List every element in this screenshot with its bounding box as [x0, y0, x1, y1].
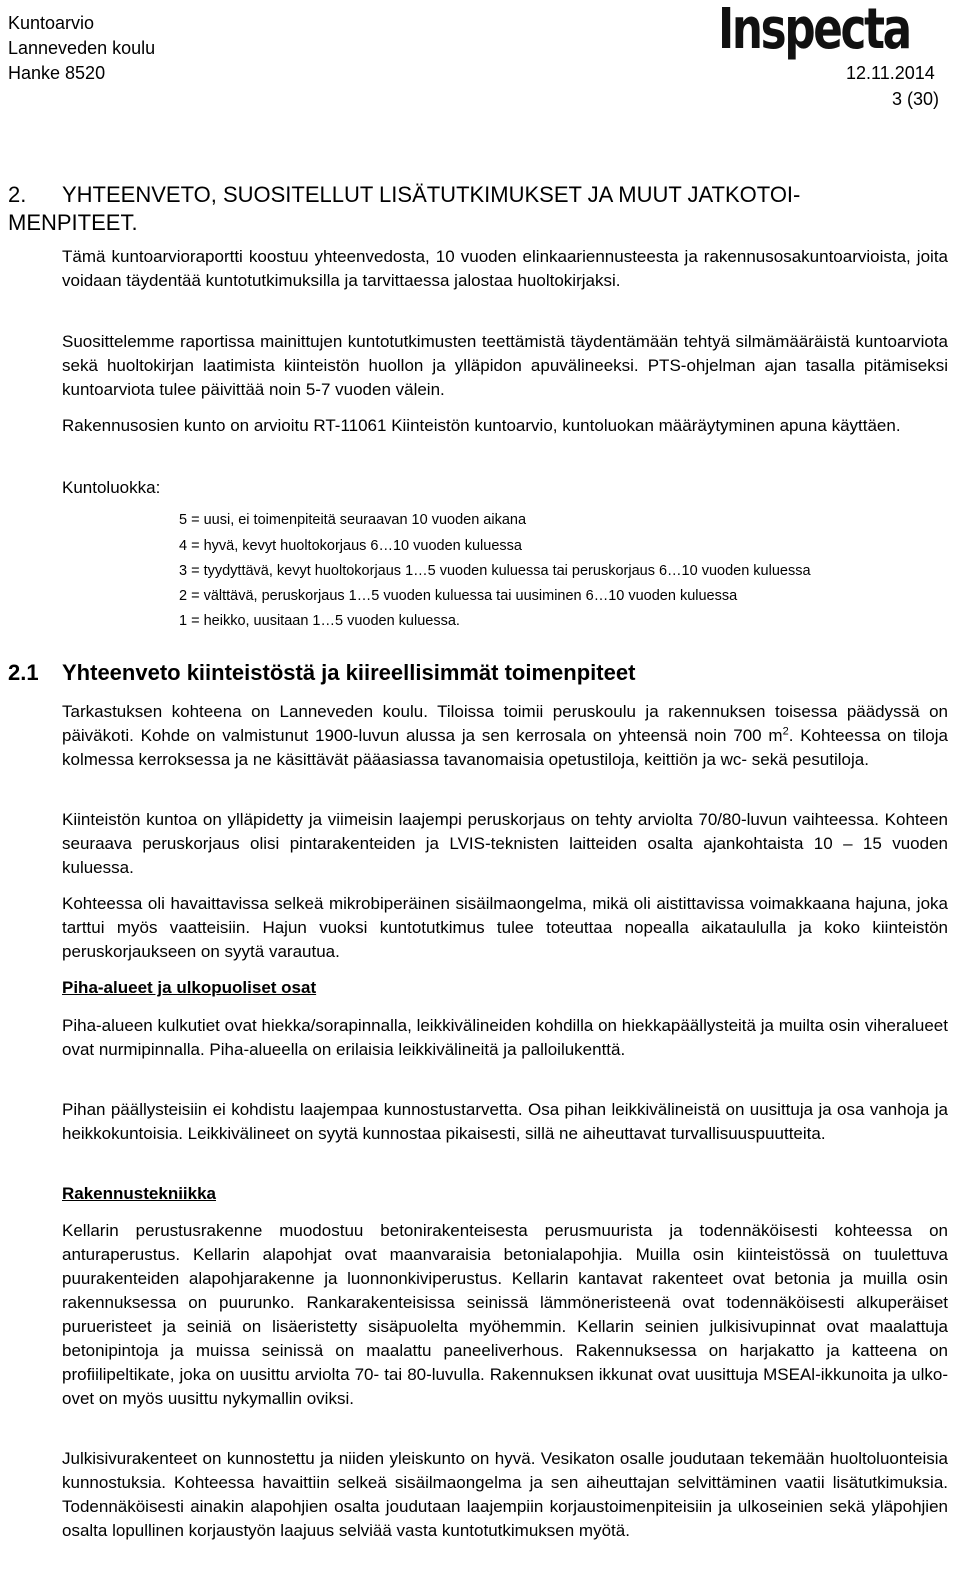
rakennustekniikka-paragraph-1: Kellarin perustusrakenne muodostuu betonirakenteisesta perusmuurista ja todennäköisesti kohteessa on anturaperustus. Kellarin alapohjat ovat maanvaraisia betonialapohjia. Muilla osin kiinteistössä on tuulettuva puurakenteiden alapohjarakenne ja luonnonkiviperustus. Kellarin kantavat rakenteet ovat betonia ja muilla osin rakennuksessa on puurunko. Rankarakenteisissa seinissä lämmöneristeenä ovat todennäköisesti alkuperäiset purueristeet ja seiniä on lisäeristetty sisäpuolelta myöhemmin. Kellarin seinien julkisivupinnat ovat maalattuja betonipintoja ja muissa seinissä on maalattu paneeliverhous. Rakennuksessa on harjakatto ja katteena on profiilipeltikate, joka on uusittu arviolta 70- tai 80-luvulla. Rakennuksen ikkunat ovat uusittuja MSEAl-ikkunoita ja ulko-ovet on myös uusittu nykymallin oviksi. [62, 1221, 948, 1408]
summary-paragraph [62, 700, 948, 772]
piha-heading: Piha-alueet ja ulkopuoliset osat [62, 978, 317, 997]
intro-paragraph: Tämä kuntoarvioraportti koostuu yhteenvedosta, 10 vuoden elinkaariennusteesta ja rakennusosakuntoarvioista, joita voidaan täydentää kuntotutkimuksilla ja tarvittaessa jalostaa huoltokirjaksi. [62, 247, 948, 290]
indoor-air-paragraph: Kohteessa oli havaittavissa selkeä mikrobiperäinen sisäilmaongelma, mikä oli aistittavissa voimakkaana hajuna, joka tarttui myös vaatteisiin. Hajun vuoksi kuntotutkimus tulee toteuttaa nopealla aikataululla ja koko kiinteistön peruskorjaukseen on syytä varautua. [62, 894, 948, 961]
page-header [0, 0, 960, 120]
page-number: 3 (30) [892, 89, 940, 109]
site-name: Lanneveden koulu [8, 38, 156, 58]
section-number: 2. [8, 182, 27, 207]
inspecta-logo: Inspecta [718, 0, 910, 62]
project-number: Hanke 8520 [8, 63, 106, 83]
maintenance-paragraph: Kiinteistön kuntoa on ylläpidetty ja viimeisin laajempi peruskorjaus on tehty arviolta 70/80-luvun vaihteessa. Kohteen seuraava peruskorjaus olisi pintarakenteiden ja LVIS-teknisten laitteiden osalta ajankohtaista 10 – 15 vuoden kuluessa. [62, 810, 948, 877]
section-2-heading [8, 181, 938, 237]
kuntoluokka-item: 4 = hyvä, kevyt huoltokorjaus 6…10 vuoden kuluessa [179, 538, 522, 554]
recommendation-paragraph: Suosittelemme raportissa mainittujen kuntotutkimusten teettämistä täydentämään tehtyä silmämääräistä kuntoarviota sekä huoltokirjan laatimista kiinteistön huollon ja ylläpidon apuvälineeksi. PTS-ohjelman ajan tasalla pitämiseksi kuntoarviota tulee päivittää noin 5-7 vuoden välein. [62, 332, 948, 399]
kuntoluokka-item: 5 = uusi, ei toimenpiteitä seuraavan 10 vuoden aikana [179, 512, 527, 528]
section-title-line1: YHTEENVETO, SUOSITELLUT LISÄTUTKIMUKSET JA MUUT JATKOTOI- [62, 182, 801, 207]
subsection-number: 2.1 [8, 660, 39, 685]
document-date: 12.11.2014 [846, 63, 935, 83]
kuntoluokka-item: 3 = tyydyttävä, kevyt huoltokorjaus 1…5 vuoden kuluessa tai peruskorjaus 6…10 vuoden kuluessa [179, 563, 811, 579]
method-paragraph: Rakennusosien kunto on arvioitu RT-11061 Kiinteistön kuntoarvio, kuntoluokan määräytyminen apuna käyttäen. [62, 416, 901, 435]
piha-paragraph-2: Pihan päällysteisiin ei kohdistu laajempaa kunnostustarvetta. Osa pihan leikkivälineistä on uusittuja ja osa vanhoja ja heikkokuntoisia. Leikkivälineet on syytä kunnostaa pikaisesti, sillä ne aiheuttavat turvallisuuspuutteita. [62, 1100, 948, 1143]
piha-paragraph-1: Piha-alueen kulkutiet ovat hiekka/sorapinnalla, leikkivälineiden kohdilla on hiekkapäällysteitä ja muilta osin viheralueet ovat nurmipinnalla. Piha-alueella on erilaisia leikkivälineitä ja palloilukenttä. [62, 1016, 948, 1059]
section-title-line2: MENPITEET. [8, 210, 138, 235]
kuntoluokka-label: Kuntoluokka: [62, 478, 161, 497]
section-2-1-heading [8, 659, 635, 687]
summary-text-b: . Kohteessa on tiloja kolmessa kerroksessa ja ne käsittävät pääasiassa tavanomaisia opetustiloja, keittiön ja wc- sekä pesutiloja. [62, 726, 948, 769]
kuntoluokka-item: 1 = heikko, uusitaan 1…5 vuoden kuluessa. [179, 613, 460, 629]
rakennustekniikka-heading: Rakennustekniikka [62, 1184, 217, 1203]
subsection-title: Yhteenveto kiinteistöstä ja kiireellisimmät toimenpiteet [62, 660, 636, 685]
summary-text-a: Tarkastuksen kohteena on Lanneveden koulu. Tiloissa toimii peruskoulu ja rakennuksen toisessa päädyssä on päiväkoti. Kohde on valmistunut 1900-luvun alussa ja sen kerrosala on yhteensä noin 700 m [62, 702, 948, 745]
kuntoluokka-item: 2 = välttävä, peruskorjaus 1…5 vuoden kuluessa tai uusiminen 6…10 vuoden kuluessa [179, 588, 738, 604]
document-type: Kuntoarvio [8, 13, 95, 33]
superscript: 2 [782, 725, 789, 738]
rakennustekniikka-paragraph-2: Julkisivurakenteet on kunnostettu ja niiden yleiskunto on hyvä. Vesikaton osalle joudutaan tekemään huoltoluonteisia kunnostuksia. Kohteessa havaittiin selkeä sisäilmaongelma ja sen aiheuttajan selvittäminen vaatii lisätutkimuksia. Todennäköisesti ainakin alapohjien osalta joudutaan laajempiin korjaustoimenpiteisiin ja ulkoseinien sekä yläpohjien osalta lopullinen korjaustyön laajuus selviää vasta kuntotutkimuksen myötä. [62, 1449, 948, 1540]
